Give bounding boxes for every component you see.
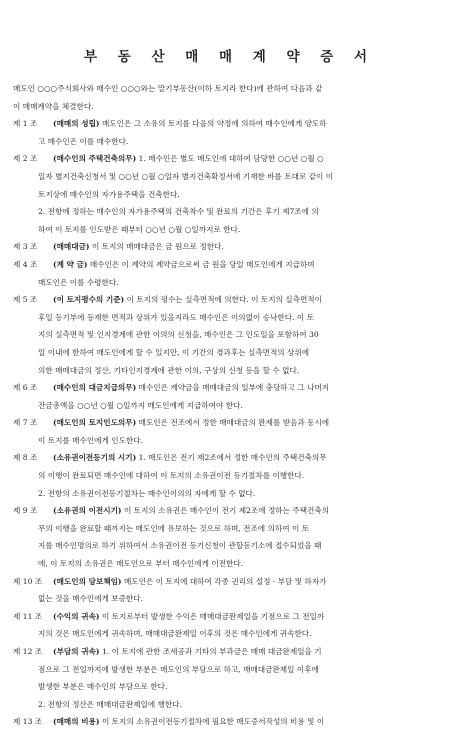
article-continuation-line: 고 매수인은 이를 매수한다. [38,136,129,146]
article-continuation-line: 잔금총액을 ○○년 ○월 ○일까지 매도인에게 지급하여야 한다. [38,400,243,410]
article-first-line [13,115,438,133]
article-number: 제 11 조 [13,611,43,621]
article-first-line [13,502,438,520]
article-continuation-line: 지의 것은 매도인에게 귀속하며, 매매대금완제일 이후의 것은 매수인에게 귀속한다. [38,629,312,639]
article-number: 제 3 조 [13,242,38,252]
article-number: 제 4 조 [13,259,38,269]
article-continuation-line: 토지상에 매수인의 자가용주택을 건축한다. [38,189,180,199]
article-continuation-line: 2. 전항의 소유권이전등기절차는 매수인이의의 자에게 할 수 없다. [38,488,256,498]
intro-line: 매도인 ○○○주식회사와 매수인 ○○○와는 말기부동산(이하 토지라 한다)에 관하여 다음과 같 [13,84,323,93]
article-number: 제 9 조 [13,506,38,516]
article-heading: (계 약 금) [53,259,88,269]
article-number: 제 6 조 [13,383,38,393]
article-11 [13,608,438,643]
article-text: 매도인은 이 토지에 대하여 각종 권리의 설정 · 부담 및 하자가 [123,576,327,586]
article-continuation-line: 의 이행이 완료되면 매수인에 대하여 이 토지의 소유권이전 등기절차를 이행한다. [38,471,305,481]
intro-paragraph [13,80,438,115]
article-continuation-line: 발생한 부분은 매수인의 부담으로 한다. [38,682,168,692]
article-first-line [13,150,438,168]
article-heading: (매매대금) [53,242,90,252]
article-continuation-line: 일자 별지건축신청서 및 ○○년 ○월 ○일자 별지건축확정서에 기재한 바를 토대로 같이 이 [38,171,334,181]
article-2 [13,150,438,238]
document-title: 부 동 산 매 매 계 약 증 서 [84,49,375,65]
article-heading: (소유권의 이전시기) [53,506,122,516]
article-number: 제 13 조 [13,717,43,727]
article-first-line [13,256,438,274]
article-12 [13,643,438,713]
article-first-line [13,449,438,467]
article-continuation-line: 후일 등기부에 등재한 면적과 상위가 있을지라도 매수인은 이의없이 승낙한다. 이 토 [38,312,314,322]
article-text: 매수인은 이 계약의 계약금으로써 금 원을 당일 매도인에게 지급하며 [89,259,315,269]
article-first-line [13,713,438,731]
article-8 [13,449,438,502]
article-continuation-line: 하여 이 토지를 인도받은 때부터 ○○년 ○월 ○일까지로 한다. [38,224,241,234]
article-heading: (매도인의 담보책임) [53,576,122,586]
article-continuation-line: 2. 전항에 정하는 매수인의 자가용주택의 건축착수 및 완료의 기간은 후기 제7조에 의 [38,207,319,217]
article-heading: (매도인의 토지인도의무) [53,418,137,428]
article-number: 제 10 조 [13,576,43,586]
article-heading: (매매의 비용) [53,717,100,727]
article-continuation-line: 지의 실측면적 및 인지경계에 관한 이의의 신청을, 매수인은 그 인도일을 포함하여 30 [38,330,319,340]
article-continuation-line: 무의 이행을 완료할 때까지는 매도인에 유보하는 것으로 하며, 전조에 의하여 이 토 [38,523,310,533]
article-text: 이 토지의 매매대금은 금 원으로 정한다. [91,242,224,252]
article-continuation-line: 의한 매매대금의 정산, 기타인지경계에 관한 이의, 구상의 신청 등을 할 수 없다. [38,365,300,375]
article-continuation-line: 점으로 그 전일까지에 발생한 부분은 매도인의 부담으로 하고, 매매대금완제일 이후에 [38,664,319,674]
article-7 [13,414,438,449]
article-first-line [13,573,438,591]
article-number: 제 8 조 [13,453,38,463]
article-number: 제 12 조 [13,647,43,656]
articles-list [13,115,438,731]
article-first-line [13,238,438,256]
intro-line: 이 매매계약을 체결한다. [13,101,94,111]
article-1 [13,115,438,150]
article-continuation-line: 이 토지를 매수인에게 인도한다. [38,435,144,445]
article-heading: (매매의 성립) [53,119,100,129]
article-first-line [13,608,438,626]
article-heading: (매수인의 대금지급의무) [53,383,137,393]
article-heading: (수익의 귀속) [53,611,100,621]
article-heading: (이 토지평수의 기준) [53,295,125,305]
article-number: 제 2 조 [13,154,38,164]
article-text: 이 토지의 평수는 실측면적에 의한다. 이 토지의 실측면적이 [126,295,322,305]
article-continuation-line: 없는 것을 매수인에게 보증한다. [38,594,144,604]
article-number: 제 7 조 [13,418,38,428]
article-number: 제 5 조 [13,295,38,305]
article-text: 매도인은 전조에서 정한 매매대금의 완제를 받음과 동시에 [138,418,330,428]
article-6 [13,379,438,414]
article-text: 1. 매도인은 전기 제2조에서 정한 매수인의 주택건축의무 [138,453,327,463]
article-text: 매도인은 그 소유의 토지를 다음의 약정에 의하여 매수인에게 양도하 [101,119,327,129]
article-heading: (부담의 귀속) [53,647,100,656]
article-text: 이 토지의 소유권이전등기절차에 필요한 매도증서작성의 비용 및 이 [101,717,325,727]
article-5 [13,291,438,379]
article-first-line [13,643,438,661]
article-continuation-line: 2. 전항의 정산은 매매대금완제일에 행한다. [38,699,183,709]
article-heading: (매수인의 주택건축의무) [53,154,137,164]
article-9 [13,502,438,572]
article-first-line [13,414,438,432]
article-number: 제 1 조 [13,119,38,129]
article-text: 이 토지로부터 발생한 수익은 매매대금완제일을 기점으로 그 전일까 [101,611,325,621]
article-text: 매수인은 계약금을 매매대금의 일부에 충당하고 그 나머지 [138,383,330,393]
article-continuation-line: 지를 매수인명의로 하기 위하여서 소유권이전 등기신청이 관할등기소에 접수되었을 때 [38,541,322,551]
article-continuation-line: 매도인은 이를 수령한다. [38,277,119,287]
article-continuation-line: 일 이내에 한하여 매도인에게 할 수 있지만, 이 기간의 경과후는 실측면적의 상위에 [38,347,310,357]
article-text: 이 토지의 소유권은 매수인이 전기 제2조에 정하는 주택건축의 [123,506,330,516]
article-first-line [13,291,438,309]
article-continuation-line: 에, 이 토지의 소유권은 매도인으로 부터 매수인에게 이전한다. [38,559,244,569]
article-3 [13,238,438,256]
article-heading: (소유권이전등기의 시기) [53,453,137,463]
article-text: 1. 이 토지에 관한 조세공과 기타의 부과금은 매매 대금완제일을 기 [101,647,322,656]
article-10 [13,573,438,608]
article-first-line [13,379,438,397]
article-4 [13,256,438,291]
article-13 [13,713,438,731]
article-text: 1. 매수인은 별도 매도인에 대하여 담당한 ○○년 ○월 ○ [138,154,324,164]
